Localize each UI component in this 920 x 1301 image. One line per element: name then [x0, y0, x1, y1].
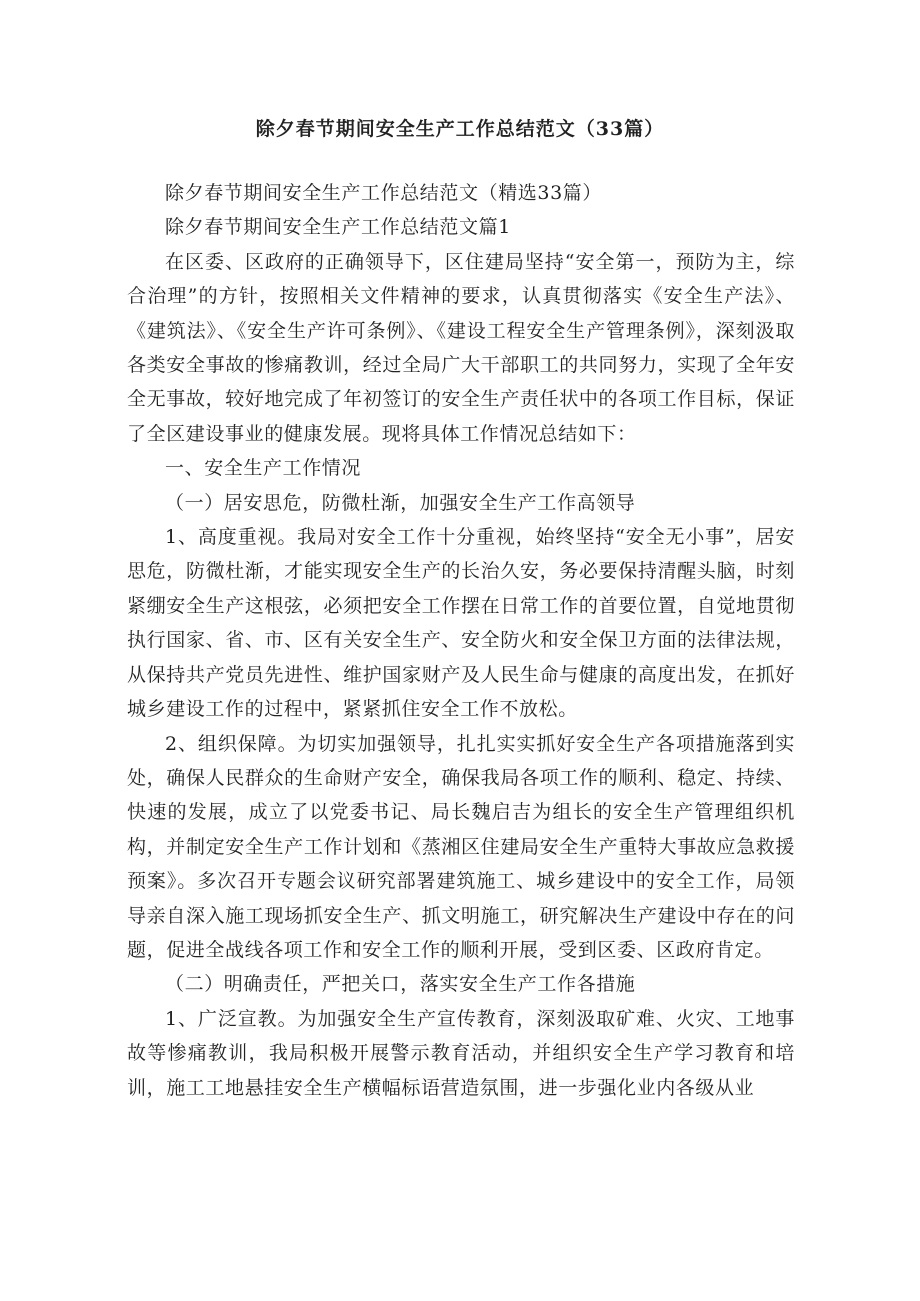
subtitle-paragraph: 除夕春节期间安全生产工作总结范文（精选33篇）	[165, 182, 602, 204]
body-paragraph: 2、组织保障。为切实加强领导，扎扎实实抓好安全生产各项措施落到实处，确保人民群众的生命财产安全，确保我局各项工作的顺利、稳定、持续、快速的发展，成立了以党委书记、局长魏启吉为组长的安全生产管理组织机构，并制定安全生产工作计划和《蒸湘区住建局安全生产重特大事故应急救援预案》。多次召开专题会议研究部署建筑施工、城乡建设中的安全工作，局领导亲自深入施工现场抓安全生产、抓文明施工，研究解决生产建设中存在的问题，促进全战线各项工作和安全工作的顺利开展，受到区委、区政府肯定。	[127, 732, 795, 961]
body-paragraph: 在区委、区政府的正确领导下，区住建局坚持“安全第一，预防为主，综合治理”的方针，按照相关文件精神的要求，认真贯彻落实《安全生产法》、《建筑法》、《安全生产许可条例》、《建设工程安全生产管理条例》，深刻汲取各类安全事故的惨痛教训，经过全局广大干部职工的共同努力，实现了全年安全无事故，较好地完成了年初签订的安全生产责任状中的各项工作目标，保证了全区建设事业的健康发展。现将具体工作情况总结如下：	[127, 250, 795, 445]
document-body	[127, 176, 795, 1105]
body-paragraph: 1、广泛宣教。为加强安全生产宣传教育，深刻汲取矿难、火灾、工地事故等惨痛教训，我局积极开展警示教育活动，并组织安全生产学习教育和培训，施工工地悬挂安全生产横幅标语营造氛围，进一步强化业内各级从业	[127, 1007, 795, 1099]
section-heading: 一、安全生产工作情况	[165, 457, 362, 480]
body-paragraph: 1、高度重视。我局对安全工作十分重视，始终坚持“安全无小事”，居安思危，防微杜渐，才能实现安全生产的长治久安，务必要保持清醒头脑，时刻紧绷安全生产这根弦，必须把安全工作摆在日常工作的首要位置，自觉地贯彻执行国家、省、市、区有关安全生产、安全防火和安全保卫方面的法律法规，从保持共产党员先进性、维护国家财产及人民生命与健康的高度出发，在抓好城乡建设工作的过程中，紧紧抓住安全工作不放松。	[127, 526, 795, 721]
subsection-heading: （二）明确责任，严把关口，落实安全生产工作各措施	[165, 973, 636, 996]
section-heading: 除夕春节期间安全生产工作总结范文篇1	[165, 216, 511, 239]
subsection-heading: （一）居安思危，防微杜渐，加强安全生产工作高领导	[165, 491, 636, 514]
document-title: 除夕春节期间安全生产工作总结范文（33篇）	[255, 118, 665, 140]
